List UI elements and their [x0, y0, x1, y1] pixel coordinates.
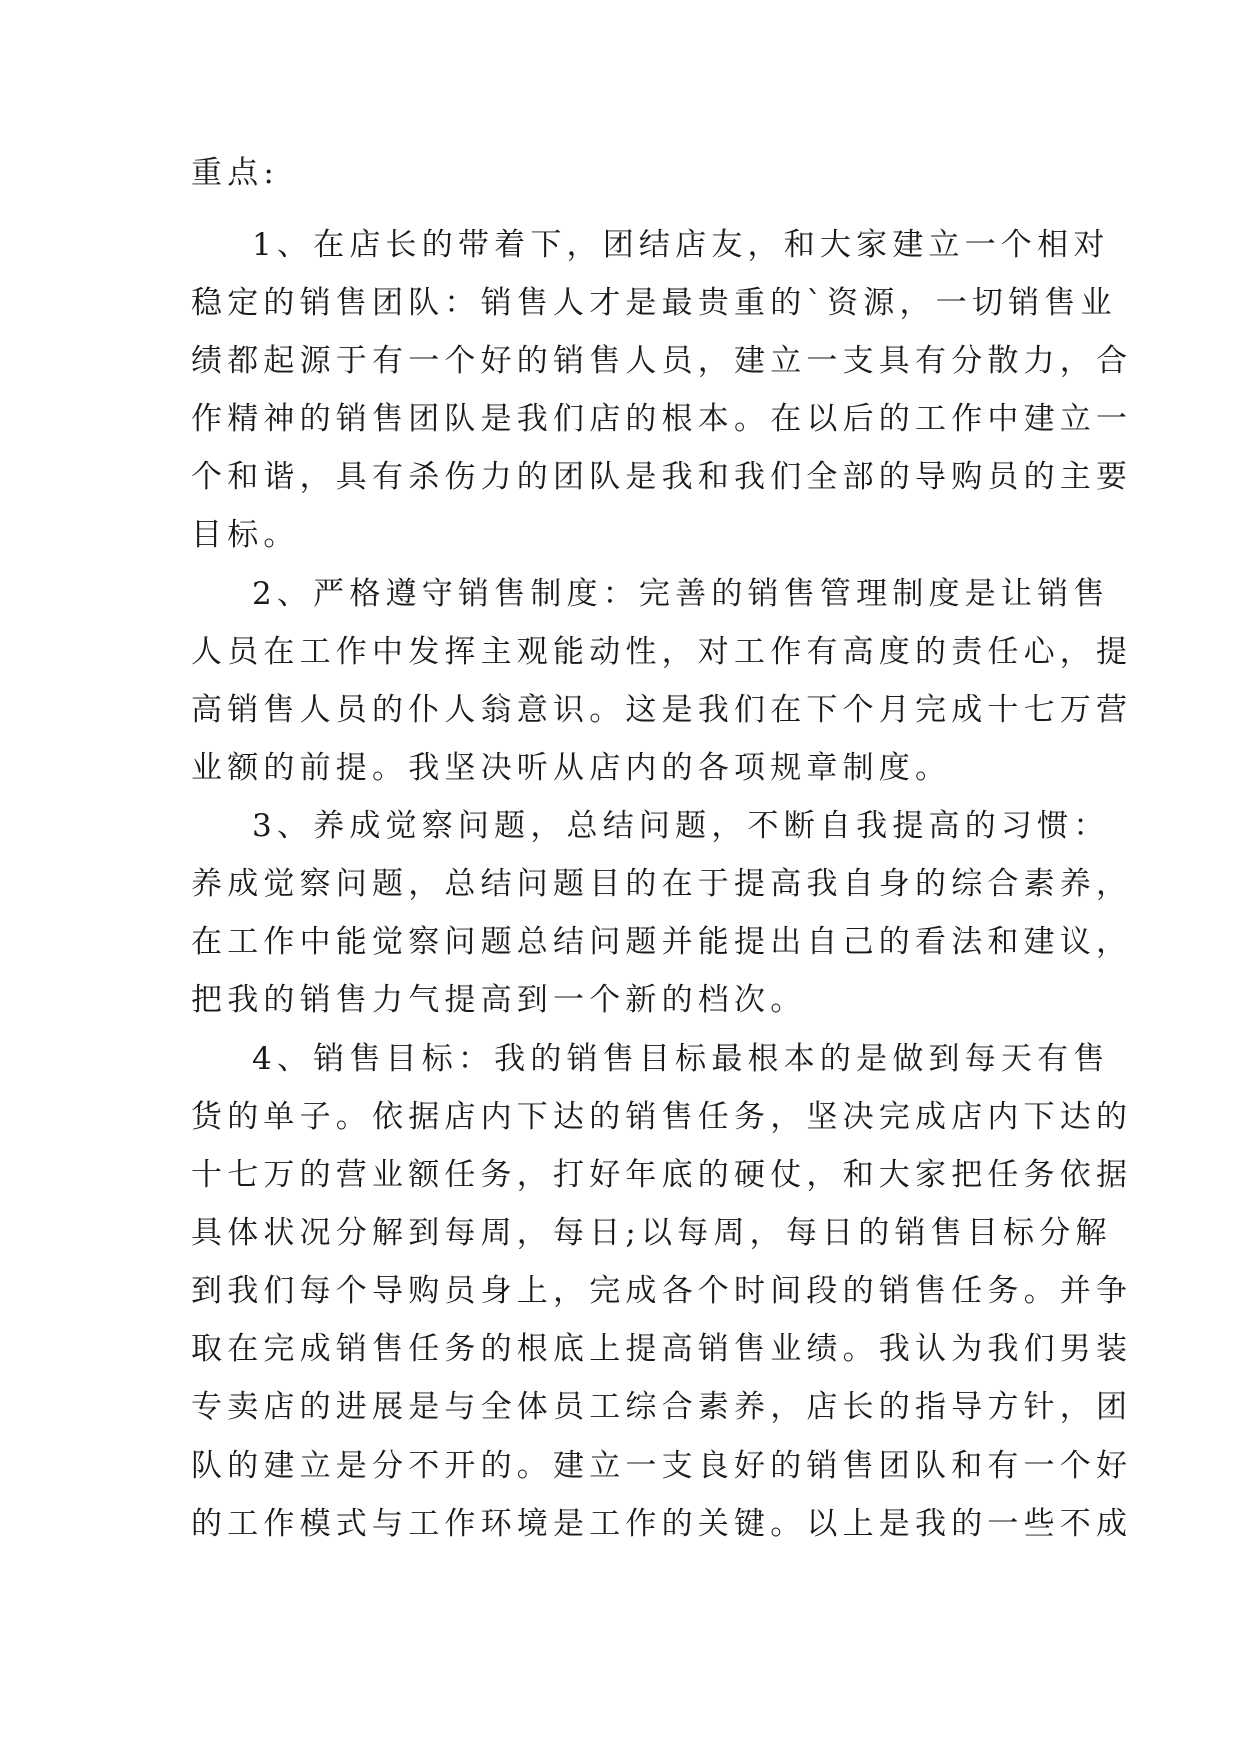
text-line: 2、严格遵守销售制度：完善的销售管理制度是让销售 [252, 576, 1110, 612]
text-line: 个和谐，具有杀伤力的团队是我和我们全部的导购员的主要 [191, 459, 1133, 495]
text-line: 1、在店长的带着下，团结店友，和大家建立一个相对 [252, 227, 1110, 263]
text-line: 作精神的销售团队是我们店的根本。在以后的工作中建立一 [191, 401, 1133, 437]
text-line: 在工作中能觉察问题总结问题并能提出自己的看法和建议， [191, 924, 1133, 960]
text-line: 3、养成觉察问题，总结问题，不断自我提高的习惯： [252, 808, 1110, 844]
text-line: 绩都起源于有一个好的销售人员，建立一支具有分散力，合 [191, 343, 1133, 379]
text-line: 稳定的销售团队：销售人才是最贵重的`资源，一切销售业 [191, 285, 1117, 321]
text-line: 把我的销售力气提高到一个新的档次。 [191, 982, 807, 1018]
text-line: 货的单子。依据店内下达的销售任务，坚决完成店内下达的 [191, 1099, 1133, 1135]
text-line: 目标。 [191, 517, 300, 553]
text-line: 专卖店的进展是与全体员工综合素养，店长的指导方针，团 [191, 1389, 1133, 1425]
text-line: 到我们每个导购员身上，完成各个时间段的销售任务。并争 [191, 1273, 1133, 1309]
text-line: 养成觉察问题，总结问题目的在于提高我自身的综合素养， [191, 866, 1133, 902]
text-line: 的工作模式与工作环境是工作的关键。以上是我的一些不成 [191, 1506, 1133, 1542]
text-line: 具体状况分解到每周，每日;以每周，每日的销售目标分解 [191, 1215, 1112, 1251]
heading-line: 重点: [191, 155, 280, 191]
text-line: 业额的前提。我坚决听从店内的各项规章制度。 [191, 750, 952, 786]
text-line: 高销售人员的仆人翁意识。这是我们在下个月完成十七万营 [191, 692, 1133, 728]
text-line: 4、销售目标：我的销售目标最根本的是做到每天有售 [252, 1041, 1110, 1077]
text-line: 取在完成销售任务的根底上提高销售业绩。我认为我们男装 [191, 1331, 1133, 1367]
text-line: 队的建立是分不开的。建立一支良好的销售团队和有一个好 [191, 1448, 1133, 1484]
text-line: 十七万的营业额任务，打好年底的硬仗，和大家把任务依据 [191, 1157, 1133, 1193]
text-line: 人员在工作中发挥主观能动性，对工作有高度的责任心，提 [191, 634, 1133, 670]
